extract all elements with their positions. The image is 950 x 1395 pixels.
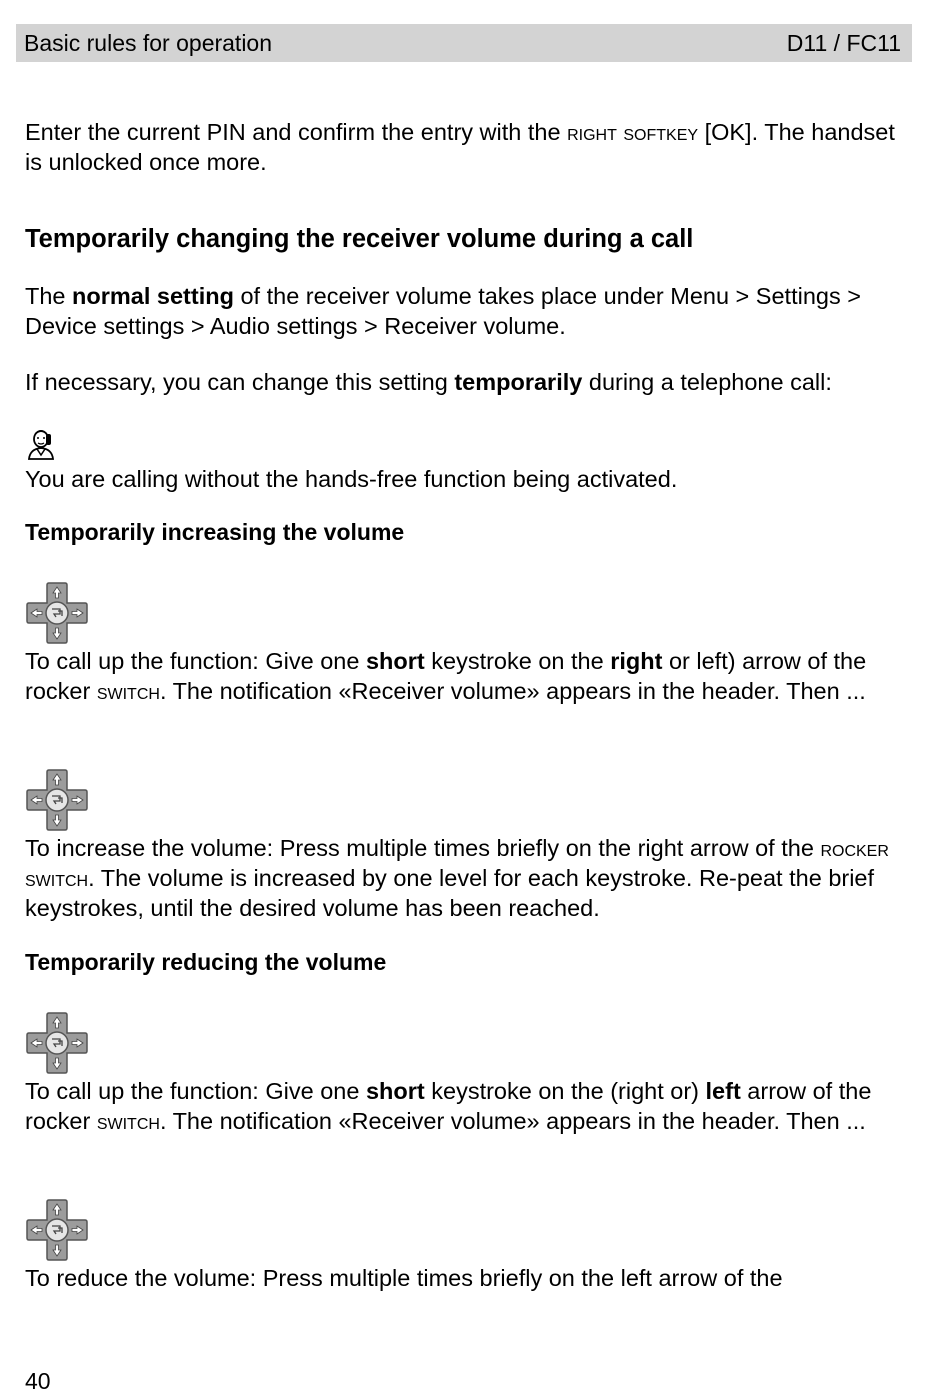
paragraph-reduce-press: To reduce the volume: Press multiple times briefly on the left arrow of the [25,1265,783,1291]
section-heading-receiver-volume: Temporarily changing the receiver volume during a call [25,225,694,253]
page-header [16,24,912,62]
paragraph-reduce-call-up: To call up the function: Give one short keystroke on the (right or) left arrow of the rocker switch. The notification «Receiver volume» appears in the header. Then ... [25,1078,872,1134]
rocker-switch-icon [25,1011,89,1075]
subheading-increase-volume: Temporarily increasing the volume [25,519,405,545]
paragraph-temporary-change: If necessary, you can change this setting temporarily during a telephone call: [25,369,832,395]
caller-icon [25,428,59,460]
paragraph-no-handsfree: You are calling without the hands-free function being activated. [25,466,678,492]
header-section-title: Basic rules for operation [24,29,273,56]
paragraph-increase-call-up: To call up the function: Give one short keystroke on the right or left) arrow of the rocker switch. The notification «Receiver volume» appears in the header. Then ... [25,648,867,704]
subheading-reduce-volume: Temporarily reducing the volume [25,949,387,975]
paragraph-normal-setting: The normal setting of the receiver volume takes place under Menu > Settings > Device settings > Audio settings > Receiver volume. [25,283,861,339]
rocker-switch-icon [25,1198,89,1262]
page-number: 40 [25,1368,51,1394]
paragraph-increase-press: To increase the volume: Press multiple times briefly on the right arrow of the rocker switch. The volume is increased by one level for each keystroke. Re-peat the brief keystrokes, until the desired volume has been reached. [25,835,889,921]
rocker-switch-icon [25,581,89,645]
header-model: D11 / FC11 [786,29,901,56]
rocker-switch-icon [25,768,89,832]
paragraph-pin-entry: Enter the current PIN and confirm the entry with the right softkey [OK]. The handset is unlocked once more. [25,119,895,175]
